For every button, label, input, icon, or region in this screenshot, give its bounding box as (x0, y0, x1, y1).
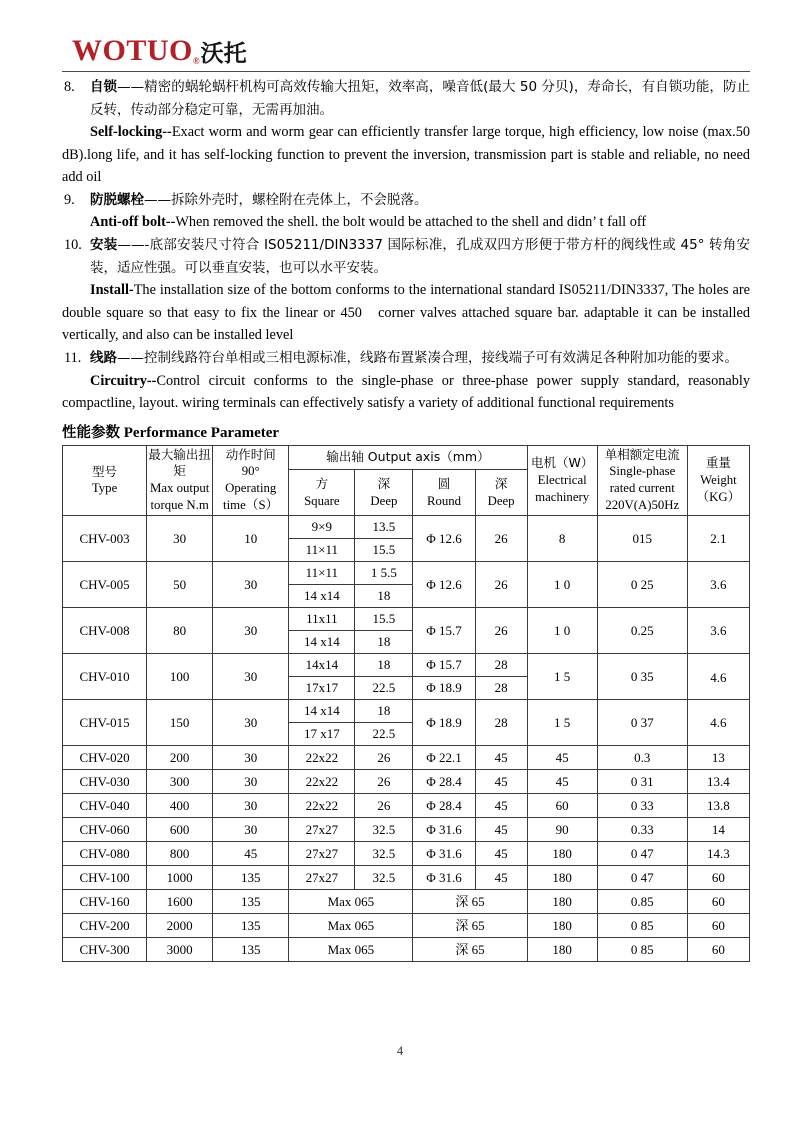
section-title (62, 421, 750, 442)
th-current-cn: 单相额定电流 (604, 446, 680, 462)
cell-type: CHV-015 (63, 700, 147, 746)
cell-square (289, 608, 355, 654)
cell-max-torque: 1000 (147, 866, 213, 890)
cell-round-deep-sub: 28 (476, 654, 527, 677)
table-row (63, 562, 750, 608)
cell-square (289, 562, 355, 608)
list-item-title-cn: 自锁 (90, 79, 118, 95)
cell-electrical-machinery: 60 (527, 794, 597, 818)
cell-round-span: 深 65 (413, 890, 527, 914)
table-body (63, 516, 750, 962)
cell-round-deep: 45 (475, 866, 527, 890)
table-row (63, 794, 750, 818)
cell-square-deep-sub: 18 (355, 700, 412, 723)
cell-square-span: Max 065 (289, 938, 413, 962)
th-round-deep (475, 470, 527, 516)
cell-square: 22x22 (289, 770, 355, 794)
cell-operating-time: 135 (213, 866, 289, 890)
list-item (62, 189, 750, 212)
th-square-cn: 方 (315, 476, 329, 491)
cell-max-torque: 3000 (147, 938, 213, 962)
cell-weight: 2.1 (687, 516, 749, 562)
list-item-title-cn: 线路 (90, 349, 117, 366)
section-title-en: Performance Parameter (123, 424, 280, 441)
cell-type: CHV-010 (63, 654, 147, 700)
th-weight-en: Weight（KG） (696, 472, 741, 504)
cell-square-deep: 32.5 (355, 866, 413, 890)
paragraph-title-en: Circuitry-- (90, 372, 157, 389)
th-output-axis-group (289, 445, 527, 470)
cell-type: CHV-300 (63, 938, 147, 962)
paragraph-title-en: Anti-off bolt-- (90, 214, 176, 231)
list-item (62, 76, 750, 121)
cell-round-deep: 26 (475, 562, 527, 608)
cell-electrical-machinery: 1 0 (527, 608, 597, 654)
cell-square-deep-sub: 18 (355, 654, 412, 677)
cell-max-torque: 80 (147, 608, 213, 654)
list-item-text-cn: ——控制线路符台单相或三相电源标准，线路布置紧凑合理，接线端子可有效满足各种附加功能的要求。 (117, 349, 738, 366)
th-type-cn: 型号 (92, 463, 118, 479)
cell-square: 27x27 (289, 842, 355, 866)
list-item-text-cn: ——-底部安装尺寸符合 IS05211/DIN3337 国际标准，孔成双四方形便于带方杆的阀线性或 45° 转角安装，适应性强。可以垂直安装，也可以水平安装。 (90, 237, 750, 276)
cell-square-deep-sub: 22.5 (372, 726, 396, 742)
cell-round: Φ 12.6 (413, 516, 475, 562)
cell-rated-current: 0 35 (597, 654, 687, 700)
cell-round-deep: 26 (475, 608, 527, 654)
cell-operating-time: 30 (213, 608, 289, 654)
th-deep2-en: Deep (487, 493, 515, 508)
table-row (63, 654, 750, 700)
cell-round-sub: Φ 18.9 (426, 680, 462, 696)
th-square-en: Square (304, 493, 340, 508)
cell-electrical-machinery: 45 (527, 746, 597, 770)
cell-operating-time: 10 (213, 516, 289, 562)
cell-round (413, 654, 475, 700)
th-deep2-cn: 深 (494, 476, 508, 491)
th-electrical-machinery (527, 445, 597, 516)
cell-weight: 13 (687, 746, 749, 770)
cell-square-deep (355, 654, 413, 700)
table-row (63, 914, 750, 938)
cell-weight: 60 (687, 890, 749, 914)
cell-round: Φ 22.1 (413, 746, 475, 770)
cell-rated-current: 0 31 (597, 770, 687, 794)
cell-type: CHV-040 (63, 794, 147, 818)
cell-square-deep: 26 (355, 746, 413, 770)
th-weight-cn: 重量 (705, 455, 731, 471)
list-item (62, 234, 750, 279)
table-row (63, 608, 750, 654)
cell-round: Φ 15.7 (413, 608, 475, 654)
table-row (63, 818, 750, 842)
th-current-en: Single-phase rated current 220V(A)50Hz (605, 464, 680, 513)
cell-round: Φ 28.4 (413, 794, 475, 818)
cell-round-deep (475, 654, 527, 700)
cell-electrical-machinery: 8 (527, 516, 597, 562)
th-time-cn: 动作时间 (225, 446, 276, 462)
logo-chinese-text: 沃托 (200, 41, 247, 67)
cell-electrical-machinery: 1 0 (527, 562, 597, 608)
cell-max-torque: 100 (147, 654, 213, 700)
th-type (63, 445, 147, 516)
cell-square-sub: 11×11 (305, 542, 339, 558)
cell-weight: 4.6 (687, 700, 749, 746)
cell-rated-current: 0.85 (597, 890, 687, 914)
paragraph-title-en: Install- (90, 282, 134, 299)
cell-round-deep-sub: 28 (494, 680, 508, 696)
registered-trademark-icon: ® (192, 56, 200, 66)
table-row (63, 842, 750, 866)
list-item-number: 9. (64, 191, 75, 208)
cell-square-deep (355, 608, 413, 654)
cell-round-span: 深 65 (413, 914, 527, 938)
cell-round-deep: 26 (475, 516, 527, 562)
cell-rated-current: 0.33 (597, 818, 687, 842)
cell-square-deep: 26 (355, 794, 413, 818)
paragraph-en (62, 279, 750, 347)
header-divider (62, 71, 750, 72)
cell-operating-time: 45 (213, 842, 289, 866)
cell-square-deep-sub: 13.5 (355, 516, 412, 539)
cell-square-deep-sub: 22.5 (372, 680, 396, 696)
cell-square-sub: 9×9 (289, 516, 354, 539)
th-motor-en: Electrical machinery (535, 472, 590, 504)
cell-max-torque: 400 (147, 794, 213, 818)
cell-operating-time: 30 (213, 794, 289, 818)
cell-round-span: 深 65 (413, 938, 527, 962)
th-torque-cn: 最大输出扭矩 (148, 446, 211, 479)
cell-round: Φ 31.6 (413, 866, 475, 890)
cell-type: CHV-003 (63, 516, 147, 562)
cell-round: Φ 31.6 (413, 842, 475, 866)
cell-operating-time: 135 (213, 914, 289, 938)
cell-max-torque: 30 (147, 516, 213, 562)
table-row (63, 516, 750, 562)
cell-operating-time: 30 (213, 770, 289, 794)
cell-round: Φ 31.6 (413, 818, 475, 842)
cell-type: CHV-200 (63, 914, 147, 938)
th-type-en: Type (91, 481, 118, 496)
cell-weight: 3.6 (687, 562, 749, 608)
cell-operating-time: 135 (213, 938, 289, 962)
cell-round-deep: 28 (475, 700, 527, 746)
cell-electrical-machinery: 180 (527, 914, 597, 938)
cell-rated-current: 0 25 (597, 562, 687, 608)
cell-electrical-machinery: 45 (527, 770, 597, 794)
table-row (63, 890, 750, 914)
cell-square (289, 700, 355, 746)
cell-operating-time: 30 (213, 562, 289, 608)
cell-square-deep (355, 562, 413, 608)
cell-operating-time: 30 (213, 818, 289, 842)
paragraph-text-en: Exact worm and worm gear can efficiently transfer large torque, high efficiency, low noise (max.50 dB).long life, and it has self-locking function to prevent the inversion, transmission part is stable and reliable, no need add oil (62, 124, 750, 186)
list-item-number: 8. (64, 79, 75, 95)
paragraph-title-en: Self-locking-- (90, 124, 172, 141)
cell-max-torque: 200 (147, 746, 213, 770)
cell-round-deep: 45 (475, 794, 527, 818)
section-title-cn: 性能参数 (62, 424, 120, 441)
paragraph-en (62, 121, 750, 189)
cell-square-deep (355, 700, 413, 746)
th-motor-cn: 电机（W） (530, 455, 594, 471)
list-item-text-cn: ——拆除外壳时，螺栓附在壳体上，不会脱落。 (144, 191, 428, 208)
list-item (62, 347, 750, 370)
cell-weight: 13.8 (687, 794, 749, 818)
cell-round-deep: 45 (475, 818, 527, 842)
cell-square (289, 516, 355, 562)
cell-square-span: Max 065 (289, 890, 413, 914)
cell-electrical-machinery: 180 (527, 842, 597, 866)
paragraph-text-en: When removed the shell. the bolt would be attached to the shell and didn’ t fall off (175, 214, 647, 231)
cell-max-torque: 2000 (147, 914, 213, 938)
cell-type: CHV-060 (63, 818, 147, 842)
cell-max-torque: 300 (147, 770, 213, 794)
cell-square: 27x27 (289, 866, 355, 890)
cell-rated-current: 0 33 (597, 794, 687, 818)
cell-square-deep-sub: 18 (377, 588, 391, 604)
cell-rated-current: 0 47 (597, 866, 687, 890)
cell-square-sub: 14 x14 (289, 700, 354, 723)
cell-type: CHV-008 (63, 608, 147, 654)
cell-square-deep: 32.5 (355, 842, 413, 866)
cell-square: 22x22 (289, 746, 355, 770)
cell-type: CHV-080 (63, 842, 147, 866)
cell-type: CHV-160 (63, 890, 147, 914)
cell-square-sub: 17x17 (305, 680, 339, 696)
cell-weight: 4.6 (687, 654, 749, 700)
cell-rated-current: 0 85 (597, 914, 687, 938)
cell-rated-current: 0 85 (597, 938, 687, 962)
paragraph-text-en: Control circuit conforms to the single-phase or three-phase power supply standard, reasonably compactline, layout. wiring terminals can effectively satisfy a variety of additional functional requirements (62, 372, 750, 412)
th-deep1-en: Deep (370, 493, 398, 508)
cell-max-torque: 600 (147, 818, 213, 842)
cell-round: Φ 18.9 (413, 700, 475, 746)
cell-operating-time: 135 (213, 890, 289, 914)
table-row (63, 938, 750, 962)
cell-square: 27x27 (289, 818, 355, 842)
page-content (62, 30, 750, 962)
cell-max-torque: 50 (147, 562, 213, 608)
th-torque-en: Max output torque N.m (149, 481, 210, 513)
cell-electrical-machinery: 180 (527, 938, 597, 962)
performance-parameter-table (62, 445, 750, 963)
cell-weight: 14 (687, 818, 749, 842)
cell-square-sub: 17 x17 (303, 726, 340, 742)
th-round-en: Round (426, 493, 462, 508)
cell-type: CHV-005 (63, 562, 147, 608)
cell-square-sub: 11x11 (289, 608, 354, 631)
cell-weight: 3.6 (687, 608, 749, 654)
cell-square-deep: 26 (355, 770, 413, 794)
cell-square-deep (355, 516, 413, 562)
cell-round: Φ 28.4 (413, 770, 475, 794)
cell-max-torque: 1600 (147, 890, 213, 914)
cell-square-sub: 14 x14 (303, 634, 340, 650)
list-item-title-cn: 防脱螺栓 (90, 191, 144, 208)
cell-square-deep: 32.5 (355, 818, 413, 842)
cell-type: CHV-030 (63, 770, 147, 794)
cell-square-sub: 14 x14 (303, 588, 340, 604)
th-round-cn: 圆 (437, 476, 451, 491)
th-deep1-cn: 深 (377, 476, 391, 491)
paragraph-text-en: The installation size of the bottom conforms to the international standard IS05211/DIN3337, The holes are double square so that easy to fix the linear or 450 corner valves attached square bar. adaptable it can be installed vertically, and also can be installed level (62, 282, 750, 344)
th-rated-current (597, 445, 687, 516)
cell-square-deep-sub: 18 (377, 634, 391, 650)
cell-square-deep-sub: 15.5 (355, 608, 412, 631)
th-round (413, 470, 475, 516)
cell-square-deep-sub: 1 5.5 (355, 562, 412, 585)
cell-square-deep-sub: 15.5 (372, 542, 396, 558)
th-time-en: Operating time（S） (223, 481, 279, 513)
cell-square-sub: 14x14 (289, 654, 354, 677)
list-item-number: 11. (64, 349, 82, 366)
cell-weight: 60 (687, 938, 749, 962)
cell-weight: 14.3 (687, 842, 749, 866)
cell-round-deep: 45 (475, 746, 527, 770)
cell-operating-time: 30 (213, 746, 289, 770)
th-output-axis-label: 输出轴 Output axis（mm） (326, 449, 490, 465)
cell-weight: 60 (687, 866, 749, 890)
cell-operating-time: 30 (213, 700, 289, 746)
cell-operating-time: 30 (213, 654, 289, 700)
cell-square (289, 654, 355, 700)
cell-weight: 13.4 (687, 770, 749, 794)
cell-square: 22x22 (289, 794, 355, 818)
cell-round: Φ 12.6 (413, 562, 475, 608)
cell-round-deep: 45 (475, 770, 527, 794)
page-number: 4 (396, 1044, 404, 1058)
table-header-row-group (63, 445, 750, 470)
cell-type: CHV-100 (63, 866, 147, 890)
table-row (63, 700, 750, 746)
th-time-degree: 90° (241, 464, 260, 479)
cell-electrical-machinery: 1 5 (527, 700, 597, 746)
cell-max-torque: 150 (147, 700, 213, 746)
cell-rated-current: 0.25 (597, 608, 687, 654)
list-item-text-cn: ——精密的蜗轮蜗杆机构可高效传输大扭矩，效率高，噪音低(最大 50 分贝)，寿命长，有自锁功能，防止反转，传动部分稳定可靠，无需再加油。 (90, 79, 751, 118)
logo-latin-text: WOTUO (72, 34, 193, 67)
th-weight (687, 445, 749, 516)
list-item-title-cn: 安装 (90, 237, 118, 254)
table-header (63, 445, 750, 516)
cell-electrical-machinery: 180 (527, 866, 597, 890)
table-row (63, 866, 750, 890)
cell-rated-current: 0.3 (597, 746, 687, 770)
cell-type: CHV-020 (63, 746, 147, 770)
cell-rated-current: 0 47 (597, 842, 687, 866)
brand-logo (62, 30, 750, 66)
th-operating-time (213, 445, 289, 516)
cell-electrical-machinery: 1 5 (527, 654, 597, 700)
table-row (63, 746, 750, 770)
cell-max-torque: 800 (147, 842, 213, 866)
paragraph-en (62, 211, 750, 234)
th-square (289, 470, 355, 516)
list-item-number: 10. (64, 237, 82, 254)
cell-round-deep: 45 (475, 842, 527, 866)
th-max-torque (147, 445, 213, 516)
cell-electrical-machinery: 90 (527, 818, 597, 842)
table-row (63, 770, 750, 794)
th-square-deep (355, 470, 413, 516)
cell-rated-current: 0 37 (597, 700, 687, 746)
cell-square-span: Max 065 (289, 914, 413, 938)
cell-round-sub: Φ 15.7 (413, 654, 474, 677)
cell-electrical-machinery: 180 (527, 890, 597, 914)
paragraph-en (62, 370, 750, 415)
cell-weight: 60 (687, 914, 749, 938)
cell-square-sub: 11×11 (289, 562, 354, 585)
cell-rated-current: 015 (597, 516, 687, 562)
